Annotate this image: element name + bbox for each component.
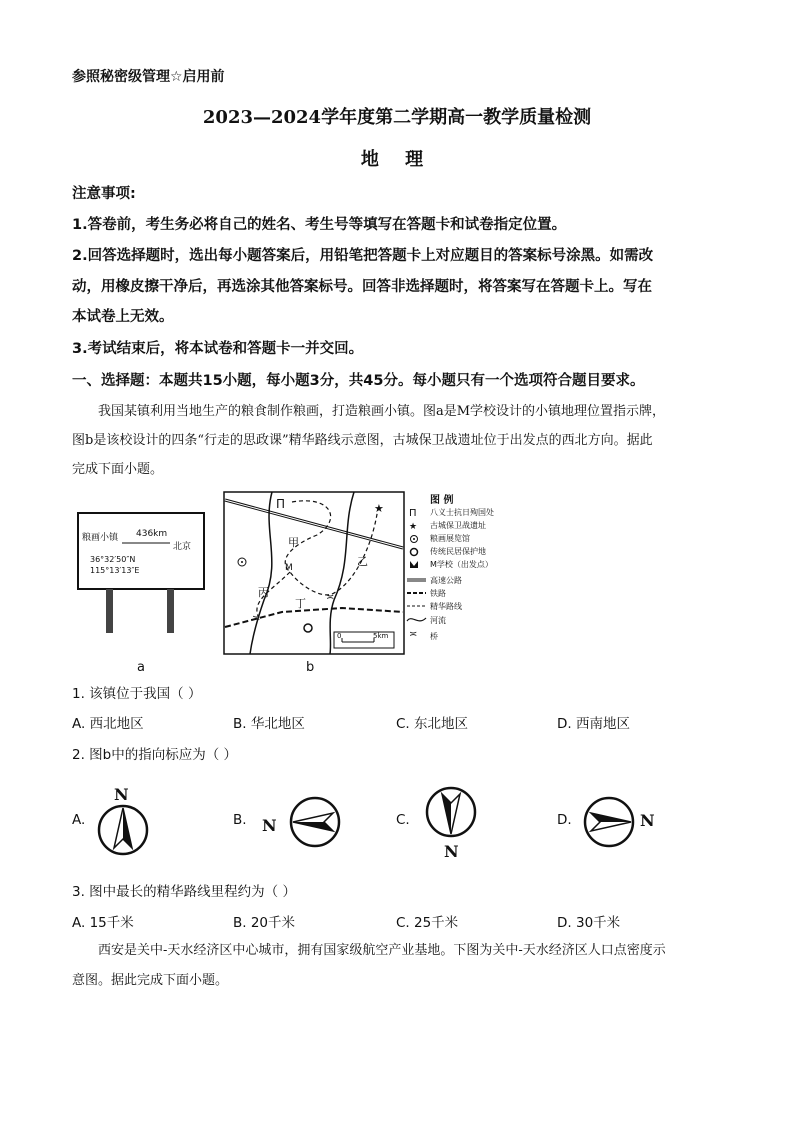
compass-d-n-label: N: [640, 811, 655, 830]
map-label-ding: 丁: [295, 597, 306, 610]
sign-city: 北京: [173, 542, 192, 552]
legend-item-highway: 高速公路: [430, 576, 462, 585]
question-1-option-b[interactable]: B. 华北地区: [233, 716, 305, 732]
notice-heading: 注意事项:: [72, 186, 136, 202]
passage-1-line-3: 完成下面小题。: [72, 462, 164, 477]
compass-c-icon: [424, 785, 478, 839]
passage-2-line-2: 意图。据此完成下面小题。: [72, 973, 229, 988]
question-3-stem: 3. 图中最长的精华路线里程约为（ ）: [72, 884, 296, 900]
notice-item-3: 3.考试结束后，将本试卷和答题卡一并交回。: [72, 341, 364, 357]
svg-text:Π: Π: [409, 508, 417, 519]
scale-length: 5km: [373, 632, 389, 640]
question-1-option-d[interactable]: D. 西南地区: [557, 716, 630, 732]
legend-item-monument: 八义士抗日殉国处: [430, 508, 494, 517]
notice-item-2-line-2: 动，用橡皮擦干净后，再选涂其他答案标号。回答非选择题时，将答案写在答题卡上。写在: [72, 279, 652, 295]
legend-item-railway: 铁路: [430, 589, 446, 598]
confidentiality-label: 参照秘密级管理☆启用前: [72, 69, 225, 85]
legend-item-river: 河流: [430, 616, 446, 625]
legend-item-school: M学校（出发点）: [430, 560, 493, 569]
question-2-option-c[interactable]: C.: [396, 812, 410, 828]
map-label-jia: 甲: [288, 536, 299, 549]
compass-a-n-label: N: [114, 785, 129, 804]
question-2-option-a[interactable]: A.: [72, 812, 86, 828]
question-2-option-b[interactable]: B.: [233, 812, 247, 828]
svg-text:Π: Π: [276, 497, 286, 511]
compass-b-icon: [288, 795, 342, 849]
question-3-option-c[interactable]: C. 25千米: [396, 915, 459, 931]
notice-item-2-line-1: 2.回答选择题时，选出每小题答案后，用铅笔把答题卡上对应题目的答案标号涂黑。如需改: [72, 248, 654, 264]
subject-title: 地 理: [360, 149, 434, 170]
legend-item-traditional-residence: 传统民居保护地: [430, 547, 486, 556]
legend-item-battle-site: 古城保卫战遗址: [430, 521, 486, 530]
sign-latitude: 36°32′50″N: [90, 555, 136, 564]
passage-1-line-2: 图b是该校设计的四条“行走的思政课”精华路线示意图，古城保卫战遗址位于出发点的西北方向。据此: [72, 433, 653, 448]
notice-item-1: 1.答卷前，考生务必将自己的姓名、考生号等填写在答题卡和试卷指定位置。: [72, 217, 567, 233]
question-1-option-c[interactable]: C. 东北地区: [396, 716, 469, 732]
scale-zero: 0: [337, 632, 342, 640]
map-label-bing: 丙: [258, 586, 269, 599]
svg-text:≍: ≍: [326, 592, 335, 603]
svg-text:≍: ≍: [252, 613, 261, 624]
exam-title: 2023—2024学年度第二学期高一教学质量检测: [202, 107, 592, 128]
map-label-m: M: [285, 563, 293, 573]
sign-town-name: 粮画小镇: [82, 533, 119, 543]
figure-a-caption: a: [137, 660, 145, 675]
compass-c-n-label: N: [444, 842, 459, 861]
question-1-stem: 1. 该镇位于我国（ ）: [72, 686, 202, 702]
compass-d-icon: [582, 795, 636, 849]
legend-item-bridge: 桥: [430, 632, 438, 641]
figure-b-caption: b: [306, 660, 315, 675]
compass-b-n-label: N: [262, 816, 277, 835]
passage-2-line-1: 西安是关中-天水经济区中心城市，拥有国家级航空产业基地。下图为关中-天水经济区人口点密度示: [98, 943, 666, 958]
section-1-heading: 一、选择题：本题共15小题，每小题3分，共45分。每小题只有一个选项符合题目要求。: [72, 373, 645, 389]
legend-item-exhibition-hall: 粮画展览馆: [430, 534, 470, 543]
svg-text:★: ★: [374, 502, 384, 515]
legend-title: 图 例: [430, 495, 454, 506]
sign-distance: 436km: [136, 529, 168, 539]
legend-symbols: [406, 506, 430, 656]
passage-1-line-1: 我国某镇利用当地生产的粮食制作粮画，打造粮画小镇。图a是M学校设计的小镇地理位置指示牌，: [98, 404, 666, 419]
map-label-yi: 乙: [357, 555, 368, 568]
question-2-stem: 2. 图b中的指向标应为（ ）: [72, 747, 238, 763]
question-3-option-b[interactable]: B. 20千米: [233, 915, 296, 931]
question-2-option-d[interactable]: D.: [557, 812, 572, 828]
question-3-option-a[interactable]: A. 15千米: [72, 915, 134, 931]
compass-a-icon: [96, 803, 150, 857]
sign-longitude: 115°13′13″E: [90, 566, 140, 575]
legend-item-route: 精华路线: [430, 602, 462, 611]
notice-item-2-line-3: 本试卷上无效。: [72, 309, 174, 325]
svg-text:≍: ≍: [409, 629, 418, 640]
question-1-option-a[interactable]: A. 西北地区: [72, 716, 144, 732]
question-3-option-d[interactable]: D. 30千米: [557, 915, 621, 931]
svg-text:★: ★: [409, 522, 418, 532]
